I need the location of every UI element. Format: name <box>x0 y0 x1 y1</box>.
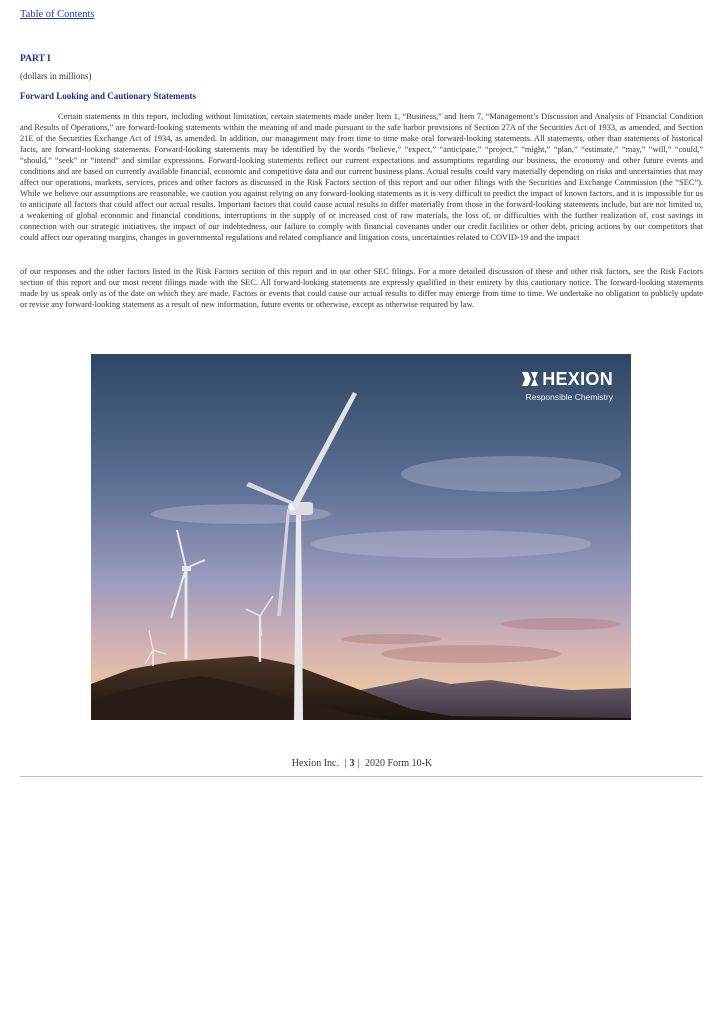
part-title: PART I <box>20 54 51 64</box>
hexion-mark-icon <box>521 371 539 387</box>
footer-separator: | <box>344 758 347 769</box>
table-of-contents-link[interactable]: Table of Contents <box>20 9 95 20</box>
page-footer <box>0 758 724 769</box>
footer-separator: | <box>357 758 360 769</box>
hexion-logo <box>521 370 613 402</box>
footer-divider <box>20 776 703 777</box>
landscape-illustration <box>91 354 631 720</box>
logo-name: HEXION <box>542 369 613 389</box>
section-title: Forward Looking and Cautionary Statements <box>20 91 197 101</box>
units-note: (dollars in millions) <box>20 71 92 81</box>
footer-document: 2020 Form 10-K <box>365 758 433 769</box>
footer-company: Hexion Inc. <box>291 758 339 769</box>
body-paragraph-1: Certain statements in this report, including without limitation, certain statements made under Item 1, “Business,” and Item 7, “Management’s Discussion and Analysis of Financial Condition and Results of Operations,” are forward-looking statements within the meaning of and made pursuant to the safe harbor provisions of Section 27A of the Securities Act of 1933, as amended, and Section 21E of the Securities Exchange Act of 1934, as amended. In addition, our management may from time to time make oral forward-looking statements. All statements, other than statements of historical facts, are forward-looking statements. Forward-looking statements may be identified by the words “believe,” “expect,” “anticipate,” “project,” “might,” “plan,” “estimate,” “may,” “will,” “could,” “should,” “seek” or “intend” and similar expressions. Forward-looking statements reflect our current expectations and assumptions regarding our business, the economy and other future events and conditions and are based on currently available financial, economic and competitive data and our current business plans. Actual results could vary materially depending on risks and uncertainties that may affect our operations, markets, services, prices and other factors as discussed in the Risk Factors section of this report and our other filings with the Securities and Exchange Commission (the “SEC”). While we believe our assumptions are reasonable, we caution you against relying on any forward-looking statements as it is very difficult to predict the impact of known factors, and it is impossible for us to anticipate all factors that could affect our actual results. Important factors that could cause actual results to differ materially from those in the forward-looking statements include, but are not limited to, a weakening of global economic and financial conditions, interruptions in the supply of or increased cost of raw materials, the loss of, or difficulties with the further realization of, cost savings in connection with our strategic initiatives, the impact of our indebtedness, our failure to comply with financial covenants under our credit facilities or other debt, pricing actions by our competitors that could affect our operating margins, changes in governmental regulations and related compliance and litigation costs, uncertainties related to COVID-19 and the impact <box>20 112 703 242</box>
wind-turbine-photo <box>91 354 631 720</box>
page-number: 3 <box>349 758 355 769</box>
logo-tagline: Responsible Chemistry <box>525 392 613 402</box>
body-paragraph-2: of our responses and the other factors listed in the Risk Factors section of this report and in our other SEC filings. For a more detailed discussion of these and other risk factors, see the Risk Factors section of this report and our most recent filings made with the SEC. All forward-looking statements are expressly qualified in their entirety by this cautionary notice. The forward-looking statements made by us speak only as of the date on which they are made. Factors or events that could cause our actual results to differ may emerge from time to time. We undertake no obligation to publicly update or revise any forward-looking statement as a result of new information, future events or otherwise, except as otherwise required by law. <box>20 267 703 309</box>
